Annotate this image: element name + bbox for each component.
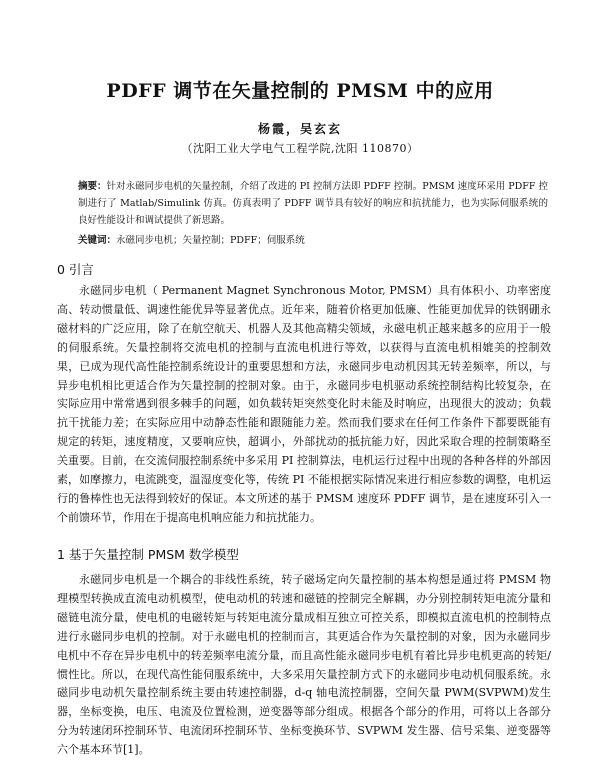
paper-affiliation: （沈阳工业大学电气工程学院,沈阳 110870） (181, 142, 419, 155)
section-heading-model: 1 基于矢量控制 PMSM 数学模型 (57, 547, 239, 562)
abstract (78, 178, 548, 229)
keywords-label: 关键词： (78, 235, 117, 246)
abstract-label: 摘要： (78, 181, 107, 192)
keywords-text: 永磁同步电机；矢量控制；PDFF；伺服系统 (116, 235, 305, 246)
abstract-text: 针对永磁同步电机的矢量控制，介绍了改进的 PI 控制方法即 PDFF 控制。PMSM 速度环采用 PDFF 控制进行了 Matlab/Simulink 仿真。仿真表明了 PDFF 调节具有较好的响应和抗扰能力，也为实际伺服系统的良好性能设计和调试提供了新思路。 (78, 181, 548, 226)
paper-title: PDFF 调节在矢量控制的 PMSM 中的应用 (106, 80, 494, 102)
paper-authors: 杨霞，吴玄玄 (257, 122, 342, 136)
section-heading-introduction: 0 引言 (57, 262, 94, 277)
keywords (78, 233, 548, 248)
section-body-introduction: 永磁同步电机（ Permanent Magnet Synchronous Motor, PMSM）具有体积小、功率密度高、转动惯量低、调速性能优异等显著优点。近年来，随着价格更加低廉、性能更加优异的铁钢硼永磁材料的广泛应用，除了在航空航天、机器人及其他高精尖领域，永磁电机正越来越多的应用于一般的伺服系统。矢量控制将交流电机的控制与直流电机进行等效，以获得与直流电机相媲美的控制效果，已成为现代高性能控制系统设计的重要思想和方法，永磁同步电动机因其无转差频率，所以，与异步电机相比更适合作为矢量控制的控制对象。由于，永磁同步电机驱动系统控制结构比较复杂，在实际应用中常常遇到很多棘手的问题，如负载转矩突然变化时未能及时响应，出现很大的波动；负载抗干扰能力差；在实际应用中动静态性能和跟随能力差。然而我们要求在任何工作条件下都要既能有规定的转矩，速度精度，又要响应快，超调小，外部扰动的抵抗能力好，因此采取合理的控制策略至关重要。目前，在交流伺服控制系统中多采用 PI 控制算法，电机运行过程中出现的各种各样的外部因素，如摩擦力，电流跳变，温湿度变化等，传统 PI 不能根据实际情况来进行相应参数的调整，电机运行的鲁棒性也无法得到较好的保证。本文所述的基于 PMSM 速度环 PDFF 调节，是在速度环引入一个前馈环节，作用在于提高电机响应能力和抗扰能力。 (57, 284, 551, 524)
section-body-model: 永磁同步电机是一个耦合的非线性系统，转子磁场定向矢量控制的基本构想是通过将 PMSM 物理模型转换成直流电动机模型，使电动机的转速和磁链的控制完全解耦，办分别控制转矩电流分量和磁链电流分量，使电机的电磁转矩与转矩电流分量成相互独立可控关系，即模拟直流电机的控制特点进行永磁同步电机的控制。对于永磁电机的控制而言，其更适合作为矢量控制的对象，因为永磁同步电机中不存在异步电机中的转差频率电流分量，而且高性能永磁同步电机有着比异步电机更高的转矩/惯性比。所以，在现代高性能伺服系统中，大多采用矢量控制方式下的永磁同步电动机伺服系统。永磁同步电动机矢量控制系统主要由转速控制器，d-q 轴电流控制器，空间矢量 PWM(SVPWM)发生器，坐标变换，电压、电流及位置检测，逆变器等部分组成。根据各个部分的作用，可将以上各部分分为转速闭环控制环节、电流闭环控制环节、坐标变换环节、SVPWM 发生器、信号采集、逆变器等六个基本环节[1]。 (57, 573, 551, 757)
